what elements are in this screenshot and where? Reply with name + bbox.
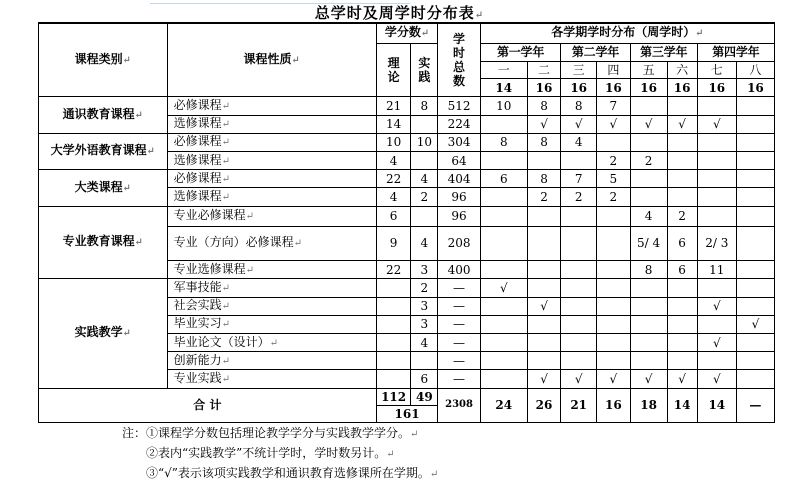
- category-cell: [39, 170, 168, 206]
- header-term-8: 八: [736, 61, 774, 78]
- table-row: [39, 279, 775, 297]
- paragraph-mark: ↵: [221, 319, 231, 331]
- term-4-cell: 2: [597, 151, 631, 169]
- nature-cell: [167, 333, 376, 351]
- paragraph-mark: ↵: [122, 328, 132, 340]
- theory-credit-cell: 4: [376, 151, 411, 169]
- term-6-cell: [667, 188, 697, 206]
- nature-label: 必修课程: [173, 170, 222, 185]
- paragraph-mark: ↵: [245, 264, 255, 276]
- practice-credit-cell: [411, 206, 438, 226]
- term-6-cell: 2: [667, 206, 697, 226]
- header-year-1: 第一学年: [480, 43, 561, 61]
- nature-label: 军事技能: [173, 279, 222, 294]
- category-cell: [39, 279, 168, 388]
- header-term-5: 五: [630, 61, 667, 78]
- header-year-4: 第四学年: [697, 43, 774, 61]
- category-label: 通识教育课程: [62, 107, 135, 122]
- practice-credit-cell: 4: [411, 170, 438, 188]
- nature-label: 毕业实习: [173, 316, 222, 331]
- term-6-cell: 6: [667, 226, 697, 260]
- term-3-cell: 8: [561, 97, 597, 115]
- term-1-cell: [480, 333, 527, 351]
- term-7-cell: [697, 133, 736, 151]
- paragraph-mark: ↵: [221, 137, 231, 149]
- theory-credit-cell: [376, 279, 411, 297]
- term-8-cell: [736, 352, 774, 370]
- practice-credit-cell: [411, 151, 438, 169]
- term-6-cell: [667, 151, 697, 169]
- term-5-cell: [630, 188, 667, 206]
- term-8-cell: [736, 188, 774, 206]
- term-5-cell: 2: [630, 151, 667, 169]
- category-cell: [39, 206, 168, 279]
- term-2-cell: √: [527, 370, 561, 388]
- term-4-cell: [597, 315, 631, 333]
- term-2-cell: [527, 151, 561, 169]
- total-hours-cell: 64: [438, 151, 481, 169]
- term-4-cell: [597, 333, 631, 351]
- term-5-cell: 5/ 4: [630, 226, 667, 260]
- total-term-3: 21: [561, 388, 597, 422]
- term-7-cell: [697, 170, 736, 188]
- practice-credit-cell: [411, 115, 438, 133]
- header-year-2: 第二学年: [561, 43, 630, 61]
- nature-cell: [167, 115, 376, 133]
- term-4-cell: [597, 261, 631, 279]
- term-5-cell: [630, 352, 667, 370]
- theory-credit-cell: [376, 370, 411, 388]
- term-5-cell: [630, 297, 667, 315]
- term-5-cell: 8: [630, 261, 667, 279]
- paragraph-mark: ↵: [134, 110, 144, 122]
- nature-cell: [167, 170, 376, 188]
- term-2-cell: [527, 315, 561, 333]
- total-hours: 2308: [438, 388, 481, 422]
- term-1-cell: 10: [480, 97, 527, 115]
- term-8-cell: √: [736, 315, 774, 333]
- nature-label: 选修课程: [173, 116, 222, 131]
- total-term-1: 24: [480, 388, 527, 422]
- paragraph-mark: ↵: [221, 155, 231, 167]
- term-7-cell: 2/ 3: [697, 226, 736, 260]
- term-6-cell: [667, 97, 697, 115]
- paragraph-mark: ↵: [221, 282, 231, 294]
- term-3-cell: [561, 206, 597, 226]
- term-1-cell: [480, 206, 527, 226]
- term-3-cell: [561, 279, 597, 297]
- category-label: 专业教育课程: [62, 234, 135, 249]
- term-5-cell: 4: [630, 206, 667, 226]
- term-2-cell: 8: [527, 97, 561, 115]
- header-term-6: 六: [667, 61, 697, 78]
- term-2-cell: √: [527, 297, 561, 315]
- theory-credit-cell: 10: [376, 133, 411, 151]
- term-4-cell: 5: [597, 170, 631, 188]
- header-weeks-term-7: 16: [697, 79, 736, 97]
- term-4-cell: [597, 352, 631, 370]
- practice-credit-cell: 8: [411, 97, 438, 115]
- category-label: 大类课程: [74, 179, 123, 194]
- nature-label: 专业选修课程: [173, 261, 246, 276]
- term-5-cell: [630, 170, 667, 188]
- paragraph-mark: ↵: [146, 146, 156, 158]
- paragraph-mark: ↵: [221, 173, 231, 185]
- term-1-cell: [480, 315, 527, 333]
- practice-credit-cell: 4: [411, 226, 438, 260]
- table-row: [39, 97, 775, 115]
- term-2-cell: √: [527, 115, 561, 133]
- nature-label: 选修课程: [173, 152, 222, 167]
- header-weeks-term-8: 16: [736, 79, 774, 97]
- term-7-cell: [697, 279, 736, 297]
- table-title: 总学时及周学时分布表↵: [314, 4, 485, 22]
- term-3-cell: 7: [561, 170, 597, 188]
- term-7-cell: √: [697, 297, 736, 315]
- total-label: 合 计: [39, 388, 377, 422]
- total-hours-cell: —: [438, 279, 481, 297]
- total-term-4: 16: [597, 388, 631, 422]
- term-1-cell: [480, 297, 527, 315]
- term-7-cell: [697, 97, 736, 115]
- total-hours-cell: 404: [438, 170, 481, 188]
- term-7-cell: [697, 151, 736, 169]
- paragraph-mark: ↵: [269, 337, 279, 349]
- theory-credit-cell: 4: [376, 188, 411, 206]
- term-3-cell: √: [561, 370, 597, 388]
- header-term-1: 一: [480, 61, 527, 78]
- term-1-cell: 8: [480, 133, 527, 151]
- term-7-cell: [697, 206, 736, 226]
- term-1-cell: [480, 188, 527, 206]
- term-2-cell: 8: [527, 133, 561, 151]
- term-6-cell: 6: [667, 261, 697, 279]
- note-3: ③“√”表示该项实践教学和通识教育选修课所在学期。↵: [146, 466, 439, 480]
- term-4-cell: [597, 297, 631, 315]
- nature-cell: [167, 370, 376, 388]
- term-3-cell: [561, 333, 597, 351]
- term-4-cell: 7: [597, 97, 631, 115]
- nature-label: 毕业论文（设计）: [173, 334, 270, 349]
- term-4-cell: [597, 226, 631, 260]
- total-term-7: 14: [697, 388, 736, 422]
- term-5-cell: √: [630, 115, 667, 133]
- term-6-cell: [667, 333, 697, 351]
- nature-label: 专业实践: [173, 370, 222, 385]
- term-4-cell: [597, 279, 631, 297]
- term-8-cell: [736, 279, 774, 297]
- nature-label: 创新能力: [173, 352, 222, 367]
- table-row: [39, 170, 775, 188]
- term-3-cell: [561, 261, 597, 279]
- term-3-cell: [561, 315, 597, 333]
- theory-credit-cell: 6: [376, 206, 411, 226]
- header-term-2: 二: [527, 61, 561, 78]
- term-7-cell: [697, 315, 736, 333]
- term-3-cell: [561, 297, 597, 315]
- header-weeks-term-1: 14: [480, 79, 527, 97]
- term-4-cell: √: [597, 370, 631, 388]
- practice-credit-cell: 4: [411, 333, 438, 351]
- total-term-8: —: [736, 388, 774, 422]
- table-row: [39, 206, 775, 226]
- total-theory: 112: [376, 388, 411, 405]
- term-5-cell: √: [630, 370, 667, 388]
- term-1-cell: [480, 226, 527, 260]
- term-1-cell: [480, 261, 527, 279]
- term-5-cell: [630, 133, 667, 151]
- nature-label: 专业（方向）必修课程: [173, 235, 294, 250]
- header-weeks-term-6: 16: [667, 79, 697, 97]
- total-term-2: 26: [527, 388, 561, 422]
- term-7-cell: [697, 352, 736, 370]
- header-year-3: 第三学年: [630, 43, 697, 61]
- category-label: 实践教学: [74, 325, 123, 340]
- term-2-cell: [527, 261, 561, 279]
- theory-credit-cell: 9: [376, 226, 411, 260]
- term-6-cell: √: [667, 370, 697, 388]
- header-weeks-term-2: 16: [527, 79, 561, 97]
- category-cell: [39, 97, 168, 133]
- header-weeks-term-3: 16: [561, 79, 597, 97]
- term-4-cell: √: [597, 115, 631, 133]
- term-6-cell: [667, 170, 697, 188]
- term-8-cell: [736, 297, 774, 315]
- nature-label: 必修课程: [173, 134, 222, 149]
- term-2-cell: [527, 333, 561, 351]
- term-3-cell: √: [561, 115, 597, 133]
- header-term-4: 四: [597, 61, 631, 78]
- term-5-cell: [630, 315, 667, 333]
- term-1-cell: [480, 151, 527, 169]
- paragraph-mark: ↵: [134, 237, 144, 249]
- total-hours-cell: —: [438, 333, 481, 351]
- notes: [122, 424, 438, 484]
- total-hours-cell: 512: [438, 97, 481, 115]
- total-row: [39, 388, 775, 405]
- nature-label: 社会实践: [173, 298, 222, 313]
- header-term-3: 三: [561, 61, 597, 78]
- term-6-cell: [667, 315, 697, 333]
- header-total-hours: 学 时 总 数: [438, 23, 481, 97]
- term-1-cell: √: [480, 279, 527, 297]
- nature-cell: [167, 279, 376, 297]
- note-1: 注：①课程学分数包括理论教学学分与实践教学学分。↵: [122, 426, 419, 440]
- header-credits: 学分数↵: [376, 23, 438, 43]
- total-hours-cell: —: [438, 297, 481, 315]
- practice-credit-cell: 3: [411, 315, 438, 333]
- term-1-cell: [480, 352, 527, 370]
- term-3-cell: [561, 226, 597, 260]
- term-3-cell: [561, 151, 597, 169]
- paragraph-mark: ↵: [221, 355, 231, 367]
- term-6-cell: [667, 279, 697, 297]
- total-term-6: 14: [667, 388, 697, 422]
- term-7-cell: [697, 188, 736, 206]
- practice-credit-cell: 6: [411, 370, 438, 388]
- nature-cell: [167, 97, 376, 115]
- term-3-cell: [561, 352, 597, 370]
- term-3-cell: 4: [561, 133, 597, 151]
- total-term-5: 18: [630, 388, 667, 422]
- nature-cell: [167, 151, 376, 169]
- term-8-cell: [736, 206, 774, 226]
- header-weeks-term-4: 16: [597, 79, 631, 97]
- term-8-cell: [736, 97, 774, 115]
- theory-credit-cell: 22: [376, 261, 411, 279]
- header-nature: 课程性质↵: [167, 23, 376, 97]
- term-1-cell: 6: [480, 170, 527, 188]
- nature-label: 专业必修课程: [173, 208, 246, 223]
- practice-credit-cell: 3: [411, 261, 438, 279]
- term-7-cell: √: [697, 370, 736, 388]
- category-label: 大学外语教育课程: [50, 143, 147, 158]
- header-semester-distribution: 各学期学时分布（周学时）↵: [480, 23, 774, 43]
- paragraph-mark: ↵: [221, 119, 231, 131]
- theory-credit-cell: 22: [376, 170, 411, 188]
- practice-credit-cell: 10: [411, 133, 438, 151]
- theory-credit-cell: [376, 333, 411, 351]
- term-2-cell: [527, 206, 561, 226]
- term-2-cell: 2: [527, 188, 561, 206]
- nature-cell: [167, 315, 376, 333]
- term-8-cell: [736, 115, 774, 133]
- total-hours-cell: —: [438, 352, 481, 370]
- theory-credit-cell: [376, 315, 411, 333]
- term-4-cell: 2: [597, 188, 631, 206]
- practice-credit-cell: 2: [411, 188, 438, 206]
- header-theory: 理 论: [376, 43, 411, 97]
- term-6-cell: [667, 133, 697, 151]
- term-8-cell: [736, 133, 774, 151]
- total-hours-cell: —: [438, 315, 481, 333]
- paragraph-mark: ↵: [293, 238, 303, 250]
- term-6-cell: [667, 352, 697, 370]
- nature-cell: [167, 188, 376, 206]
- category-cell: [39, 133, 168, 169]
- total-practice: 49: [411, 388, 438, 405]
- note-2: ②表内“实践教学”不统计学时，学时数另计。↵: [146, 446, 395, 460]
- theory-credit-cell: 14: [376, 115, 411, 133]
- header-term-7: 七: [697, 61, 736, 78]
- total-hours-cell: 224: [438, 115, 481, 133]
- term-4-cell: [597, 206, 631, 226]
- practice-credit-cell: 3: [411, 297, 438, 315]
- header-weeks-term-5: 16: [630, 79, 667, 97]
- term-5-cell: [630, 97, 667, 115]
- nature-label: 选修课程: [173, 188, 222, 203]
- term-8-cell: [736, 226, 774, 260]
- term-8-cell: [736, 333, 774, 351]
- theory-credit-cell: [376, 297, 411, 315]
- term-8-cell: [736, 170, 774, 188]
- total-hours-cell: 208: [438, 226, 481, 260]
- term-2-cell: [527, 226, 561, 260]
- term-2-cell: [527, 279, 561, 297]
- total-credits: 161: [376, 405, 438, 422]
- hours-distribution-table: [38, 22, 775, 423]
- term-7-cell: √: [697, 333, 736, 351]
- table-row: [39, 133, 775, 151]
- term-5-cell: [630, 279, 667, 297]
- term-8-cell: [736, 151, 774, 169]
- total-hours-cell: 96: [438, 206, 481, 226]
- paragraph-mark: ↵: [221, 191, 231, 203]
- paragraph-mark: ↵: [221, 373, 231, 385]
- term-3-cell: 2: [561, 188, 597, 206]
- header-category: 课程类别↵: [39, 23, 168, 97]
- total-hours-cell: 304: [438, 133, 481, 151]
- term-1-cell: [480, 370, 527, 388]
- term-8-cell: [736, 261, 774, 279]
- total-hours-cell: 96: [438, 188, 481, 206]
- term-5-cell: [630, 333, 667, 351]
- theory-credit-cell: 21: [376, 97, 411, 115]
- nature-cell: [167, 226, 376, 260]
- term-8-cell: [736, 370, 774, 388]
- nature-cell: [167, 206, 376, 226]
- total-hours-cell: —: [438, 370, 481, 388]
- term-7-cell: √: [697, 115, 736, 133]
- paragraph-mark: ↵: [122, 182, 132, 194]
- paragraph-mark: ↵: [221, 100, 231, 112]
- practice-credit-cell: 2: [411, 279, 438, 297]
- nature-cell: [167, 352, 376, 370]
- term-2-cell: 8: [527, 170, 561, 188]
- nature-cell: [167, 297, 376, 315]
- term-2-cell: [527, 352, 561, 370]
- nature-cell: [167, 261, 376, 279]
- theory-credit-cell: [376, 352, 411, 370]
- practice-credit-cell: [411, 352, 438, 370]
- total-hours-cell: 400: [438, 261, 481, 279]
- paragraph-mark: ↵: [245, 211, 255, 223]
- nature-cell: [167, 133, 376, 151]
- header-practice: 实 践: [411, 43, 438, 97]
- term-4-cell: [597, 133, 631, 151]
- paragraph-mark: ↵: [221, 301, 231, 313]
- term-6-cell: [667, 297, 697, 315]
- term-7-cell: 11: [697, 261, 736, 279]
- term-1-cell: [480, 115, 527, 133]
- nature-label: 必修课程: [173, 97, 222, 112]
- term-6-cell: √: [667, 115, 697, 133]
